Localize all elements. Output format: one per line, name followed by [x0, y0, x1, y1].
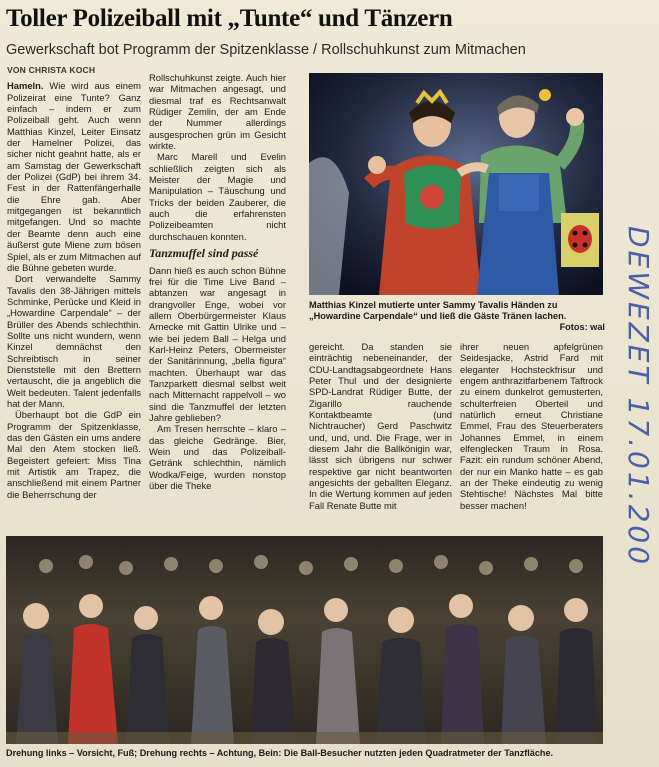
paragraph: ihrer neuen apfelgrünen Seidesjacke, Astrid Fard mit eleganter Hochsteckfrisur und engem anthrazitfarbenem Taftrock zu einem dunkelrot gemusterten, schulterfreien Oberteil und natürlich erneut Christiane Emmel, Frau des Steuerberaters Johannes Emmel, in einem elfenglecken Traum in Rosa. Fazit: ein rundum schöner Abend, der nur ein Manko hatte – es gab an der Theke eindeutig zu wenig Stehtische! Nächstes Mal bitte besser machen!	[460, 341, 603, 511]
handwritten-note-glyphs	[606, 226, 652, 566]
paragraph: Dann hieß es auch schon Bühne frei für die Time Live Band – abtanzen war angesagt in drangvoller Enge, wobei vor allem Oberbürgermeister Klaus Arnecke mit Gattin Ulrike und – wie bei jedem Ball – Helga und Karl-Heinz Peters, Obermeister der Sanitärinnung, „bella figura“ machten. Überhaupt war das Tanzparkett diesmal selbst weit nach Mitternacht rappelvoll – wo sind die Tanzmuffel der letzten Jahre geblieben?	[149, 264, 286, 423]
handwritten-date-note	[606, 226, 652, 566]
bottom-photo-caption: Drehung links – Vorsicht, Fuß; Drehung rechts – Achtung, Bein: Die Ball-Besucher nutzten jeden Quadratmeter der Tanzfläche.	[6, 748, 554, 758]
stage-photo	[309, 73, 603, 295]
byline: VON CHRISTA KOCH	[7, 65, 96, 75]
handwritten-note-text: DEWEZET 17.01.2009	[622, 226, 652, 566]
paragraph	[7, 80, 141, 273]
paragraph: Dort verwandelte Sammy Tavalis den 38-Jährigen mittels Schminke, Perücke und Kleid in „Howardine Carpendale“ – der Brüller des Abends schlechthin. Sollte uns nicht wundern, wenn Kinzel demnächst den Schreibtisch in seiner Dienststelle mit den Brettern vertauscht, die ja angeblich die Welt bedeuten. Talent jedenfalls hat der Mann.	[7, 273, 141, 409]
paragraph: Überhaupt bot die GdP ein Programm der Spitzenklasse, das den Gästen ein ums andere Mal den Atem stocken ließ. Begeistert gefeiert: Miss Tina mit Artistik am Trapez, die anschließend mit einem Partner die Beherrschung der	[7, 409, 141, 500]
dateline: Hameln.	[7, 80, 44, 92]
paragraph: Rollschuhkunst zeigte. Auch hier war Mitmachen angesagt, und diesmal traf es Rechtsanwalt Rüdiger Zemlin, der am Ende der Nummer allerdings ausgesprochen grün im Gesicht wirkte.	[149, 72, 286, 152]
stage-photo-illustration	[309, 73, 603, 295]
paragraph: Am Tresen herrschte – klaro – das gleiche Gedränge. Bier, Wein und das Polizeiball-Getränk schlechthin, nämlich Wodka/Feige, wurden nonstop über die Theke	[149, 423, 286, 492]
dance-floor-illustration	[6, 536, 603, 744]
article-column-3	[309, 341, 452, 536]
headline: Toller Polizeiball mit „Tunte“ und Tänzern	[6, 5, 453, 32]
section-subhead: Tanzmuffel sind passé	[149, 246, 259, 261]
article-column-4	[460, 341, 603, 536]
top-photo-caption	[309, 300, 605, 333]
dance-floor-photo	[6, 536, 603, 744]
article-column-1	[7, 65, 141, 535]
subheadline: Gewerkschaft bot Programm der Spitzenklasse / Rollschuhkunst zum Mitmachen	[6, 42, 526, 58]
paragraph: Marc Marell und Evelin schließlich zeigten sich als Meister der Magie und Manipulation – Täuschung und Tricks der beiden Zauberer, die auch die erfahrensten Polizeibeamten nicht durchschauen konnten.	[149, 151, 286, 242]
caption-text: Matthias Kinzel mutierte unter Sammy Tavalis Händen zu „Howardine Carpendale“ und ließ die Gäste Tränen lachen.	[309, 300, 567, 321]
paragraph-text: Wie wird aus einem Polizeirat eine Tunte? Ganz einfach – indem er zum Polizeiball geht. Auch wenn Matthias Kinzel, Leiter Einsatz der Hamelner Polizei, das sicher nicht geahnt hatte, als er am Samstag der Gewerkschaft der Polizei (GdP) bei ihrem 34. Fest in der Rattenfängerhalle die Ehre gab. Aber mitgegangen ist bekanntlich mitgefangen. Und so machte der Beamte denn auch eine äußerst gute Miene zum bösen Spiel, als er zum Mitmachen auf die Bühne gebeten wurde.	[7, 80, 141, 273]
photo-credit: Fotos: wal	[559, 322, 605, 332]
paragraph: gereicht. Da standen sie einträchtig nebeneinander, der CDU-Landtagsabgeordnete Hans Peter Thul und der designierte SPD-Landrat Rüdiger Butte, der Zigarillo rauchende Kontaktbeamte (und Nichtraucher) Gerd Paschwitz und, und, und. Die Frage, wer in diesem Jahr die Ballkönigin war, lässt sich übrigens nur schwer respektive gar nicht beantworten angesichts der geballten Eleganz. In die Wertung kommen auf jeden Fall Renate Butte mit	[309, 341, 452, 511]
article-column-2	[149, 72, 286, 536]
